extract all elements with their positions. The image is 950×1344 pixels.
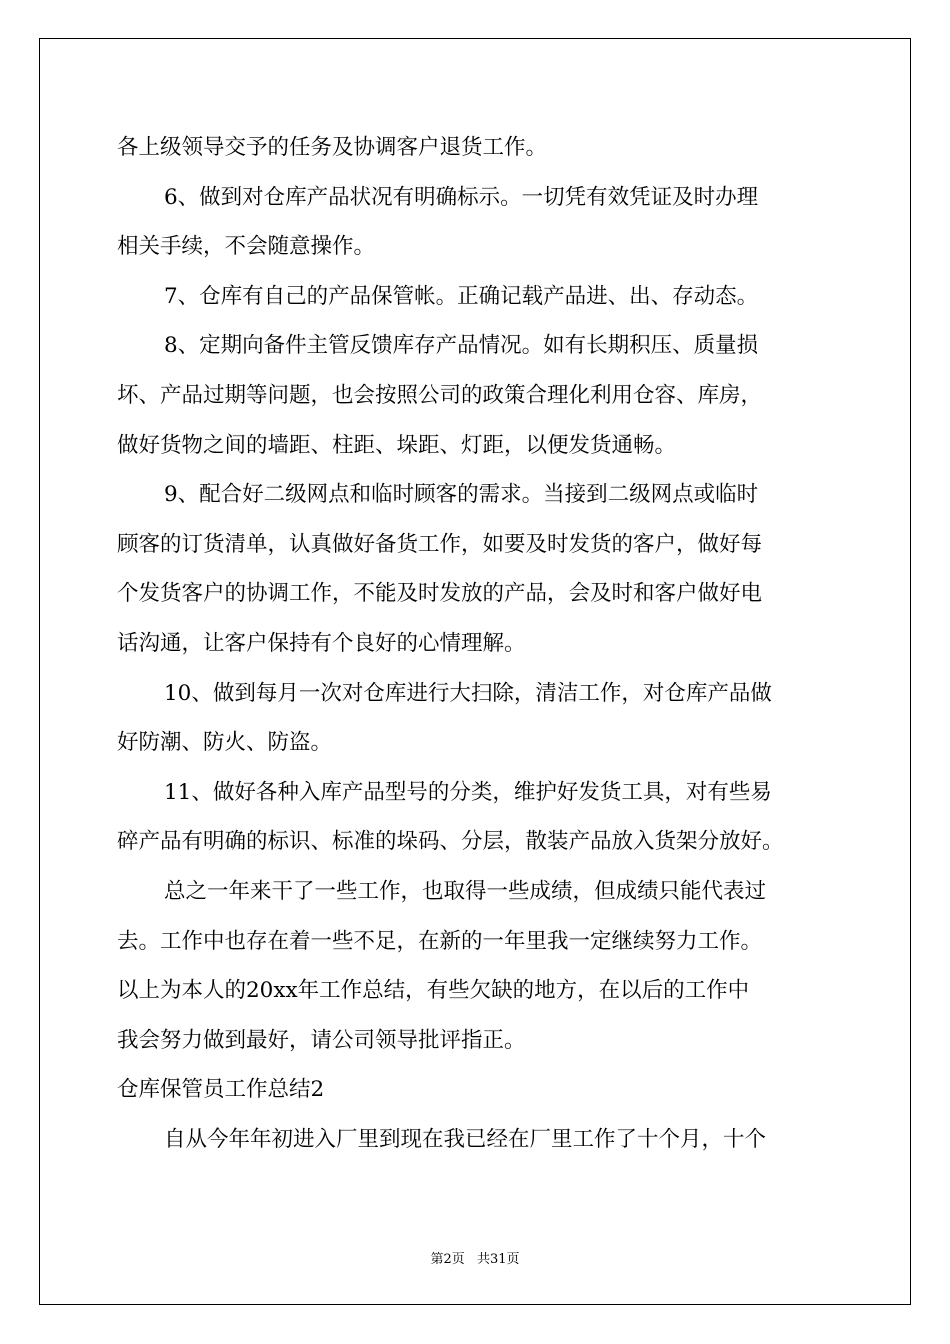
text-line: 坏、产品过期等问题，也会按照公司的政策合理化利用仓容、库房， [117, 382, 763, 408]
document-body [117, 123, 833, 1164]
text-line: 自从今年年初进入厂里到现在我已经在厂里工作了十个月，十个 [164, 1126, 767, 1152]
text-line: 我会努力做到最好，请公司领导批评指正。 [117, 1027, 526, 1053]
text-line: 7、仓库有自己的产品保管帐。正确记载产品进、出、存动态。 [164, 283, 759, 309]
text-line: 相关手续，不会随意操作。 [117, 234, 376, 260]
text-line: 以上为本人的20xx年工作总结，有些欠缺的地方，在以后的工作中 [117, 978, 750, 1004]
page-footer [0, 1248, 950, 1267]
text-line: 话沟通，让客户保持有个良好的心情理解。 [117, 630, 526, 656]
page-total: 共31页 [476, 1252, 520, 1267]
text-line: 个发货客户的协调工作，不能及时发放的产品，会及时和客户做好电 [117, 581, 763, 607]
text-line: 总之一年来干了一些工作，也取得一些成绩，但成绩只能代表过 [164, 878, 767, 904]
text-line: 9、配合好二级网点和临时顾客的需求。当接到二级网点或临时 [164, 482, 759, 508]
text-line: 顾客的订货清单，认真做好备货工作，如要及时发货的客户，做好每 [117, 531, 763, 557]
text-line: 8、定期向备件主管反馈库存产品情况。如有长期积压、质量损 [164, 333, 759, 359]
text-line: 各上级领导交予的任务及协调客户退货工作。 [117, 135, 548, 160]
text-line: 做好货物之间的墙距、柱距、垛距、灯距，以便发货通畅。 [117, 432, 677, 458]
text-line: 好防潮、防火、防盗。 [117, 730, 333, 756]
text-line: 去。工作中也存在着一些不足，在新的一年里我一定继续努力工作。 [117, 928, 763, 954]
text-line: 6、做到对仓库产品状况有明确标示。一切凭有效凭证及时办理 [164, 184, 759, 210]
text-line: 碎产品有明确的标识、标准的垛码、分层，散装产品放入货架分放好。 [117, 829, 784, 855]
text-line: 10、做到每月一次对仓库进行大扫除，清洁工作，对仓库产品做 [164, 680, 772, 706]
text-line: 11、做好各种入库产品型号的分类，维护好发货工具，对有些易 [164, 779, 772, 805]
page-number: 第2页 [430, 1252, 465, 1267]
section-heading: 仓库保管员工作总结2 [117, 1077, 325, 1103]
